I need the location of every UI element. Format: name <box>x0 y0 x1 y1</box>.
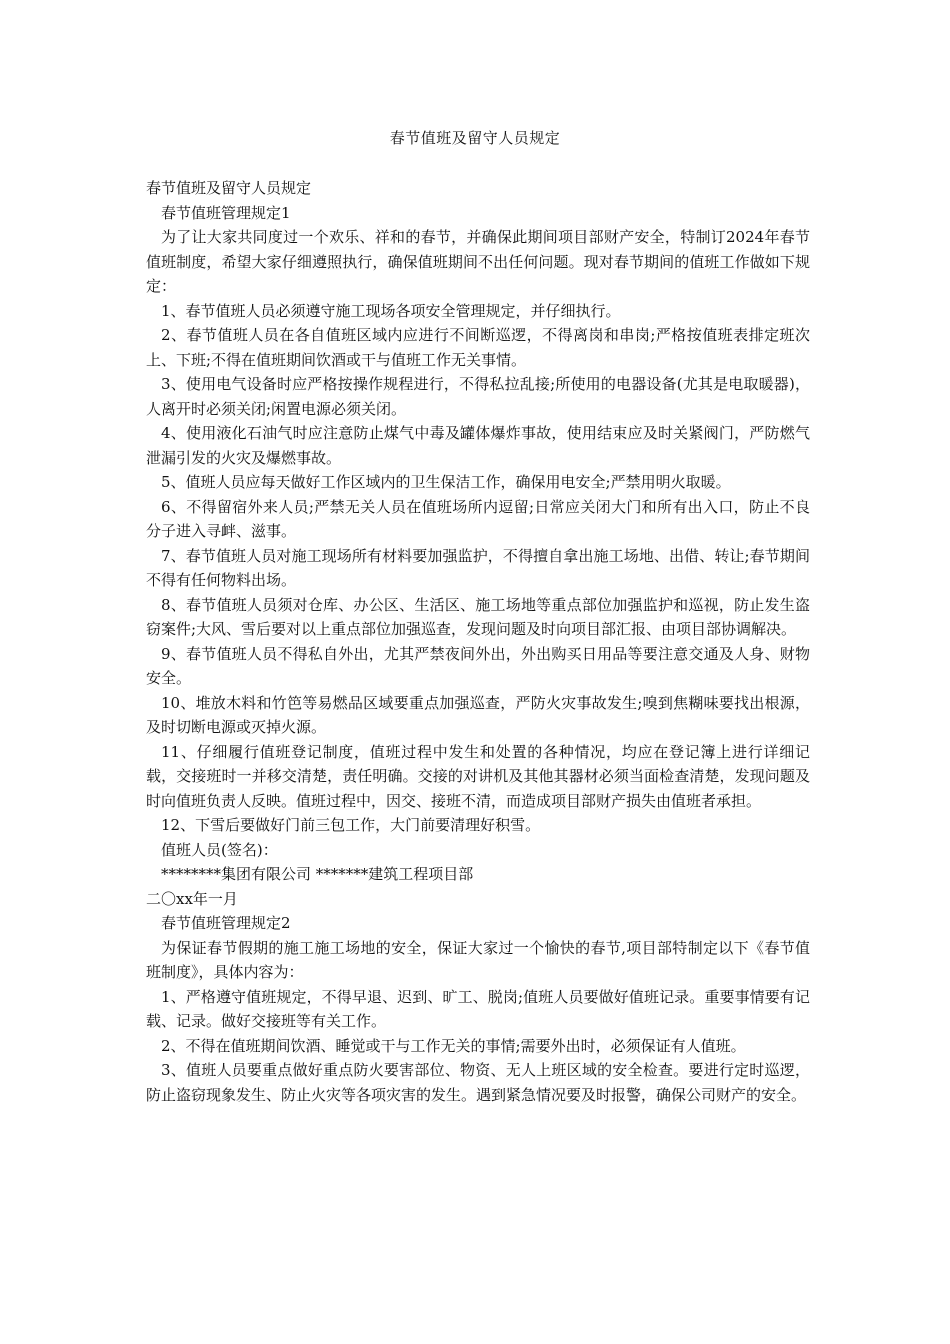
paragraph-intro-1: 为了让大家共同度过一个欢乐、祥和的春节，并确保此期间项目部财产安全，特制订2024年春节值班制度，希望大家仔细遵照执行，确保值班期间不出任何问题。现对春节期间的值班工作做如下规定： <box>146 228 810 295</box>
rule-1-7: 7、春节值班人员对施工现场所有材料要加强监护，不得擅自拿出施工场地、出借、转让;春节期间不得有任何物料出场。 <box>146 546 810 589</box>
rule-1-3: 3、使用电气设备时应严格按操作规程进行，不得私拉乱接;所使用的电器设备(尤其是电取暖器)，人离开时必须关闭;闲置电源必须关闭。 <box>146 375 810 418</box>
rule-2-3: 3、值班人员要重点做好重点防火要害部位、物资、无人上班区域的安全检查。要进行定时巡逻，防止盗窃现象发生、防止火灾等各项灾害的发生。遇到紧急情况要及时报警，确保公司财产的安全。 <box>146 1061 810 1104</box>
rule-1-6: 6、不得留宿外来人员;严禁无关人员在值班场所内逗留;日常应关闭大门和所有出入口，防止不良分子进入寻衅、滋事。 <box>146 497 810 540</box>
rule-1-1: 1、春节值班人员必须遵守施工现场各项安全管理规定，并仔细执行。 <box>161 301 621 320</box>
document-body <box>146 176 810 1107</box>
rule-1-5: 5、值班人员应每天做好工作区域内的卫生保洁工作，确保用电安全;严禁用明火取暖。 <box>161 473 731 491</box>
rule-1-8: 8、春节值班人员须对仓库、办公区、生活区、施工场地等重点部位加强监护和巡视，防止发生盗窃案件;大风、雪后要对以上重点部位加强巡查，发现问题及时向项目部汇报、由项目部协调解决。 <box>146 595 810 638</box>
rule-2-2: 2、不得在值班期间饮酒、睡觉或干与工作无关的事情;需要外出时，必须保证有人值班。 <box>161 1036 746 1055</box>
section-heading-2: 春节值班管理规定2 <box>161 914 291 932</box>
rule-1-2: 2、春节值班人员在各自值班区域内应进行不间断巡逻，不得离岗和串岗;严格按值班表排定班次上、下班;不得在值班期间饮酒或干与值班工作无关事情。 <box>146 326 810 369</box>
rule-1-11: 11、仔细履行值班登记制度，值班过程中发生和处置的各种情况，均应在登记簿上进行详细记载，交接班时一并移交清楚，责任明确。交接的对讲机及其他其器材必须当面检查清楚，发现问题及时向值班负责人反映。值班过程中，因交、接班不清，而造成项目部财产损失由值班者承担。 <box>146 742 810 810</box>
signature-line: 值班人员(签名)： <box>161 840 278 859</box>
rule-1-12: 12、下雪后要做好门前三包工作，大门前要清理好积雪。 <box>161 816 541 834</box>
rule-1-9: 9、春节值班人员不得私自外出，尤其严禁夜间外出，外出购买日用品等要注意交通及人身、财物安全。 <box>146 644 810 687</box>
rule-1-10: 10、堆放木料和竹笆等易燃品区域要重点加强巡查，严防火灾事故发生;嗅到焦糊味要找出根源，及时切断电源或灭掉火源。 <box>146 693 810 736</box>
document-title: 春节值班及留守人员规定 <box>389 129 561 147</box>
body-heading: 春节值班及留守人员规定 <box>146 179 312 197</box>
rule-2-1: 1、严格遵守值班规定，不得早退、迟到、旷工、脱岗;值班人员要做好值班记录。重要事情要有记载、记录。做好交接班等有关工作。 <box>146 987 810 1030</box>
section-heading-1: 春节值班管理规定1 <box>161 203 291 222</box>
organization-line: ********集团有限公司 *******建筑工程项目部 <box>161 865 474 883</box>
date-line: 二〇xx年一月 <box>146 889 238 908</box>
paragraph-intro-2: 为保证春节假期的施工施工场地的安全，保证大家过一个愉快的春节,项目部特制定以下《春节值班制度》，具体内容为： <box>146 938 810 981</box>
rule-1-4: 4、使用液化石油气时应注意防止煤气中毒及罐体爆炸事故，使用结束应及时关紧阀门，严防燃气泄漏引发的火灾及爆燃事故。 <box>146 424 810 467</box>
